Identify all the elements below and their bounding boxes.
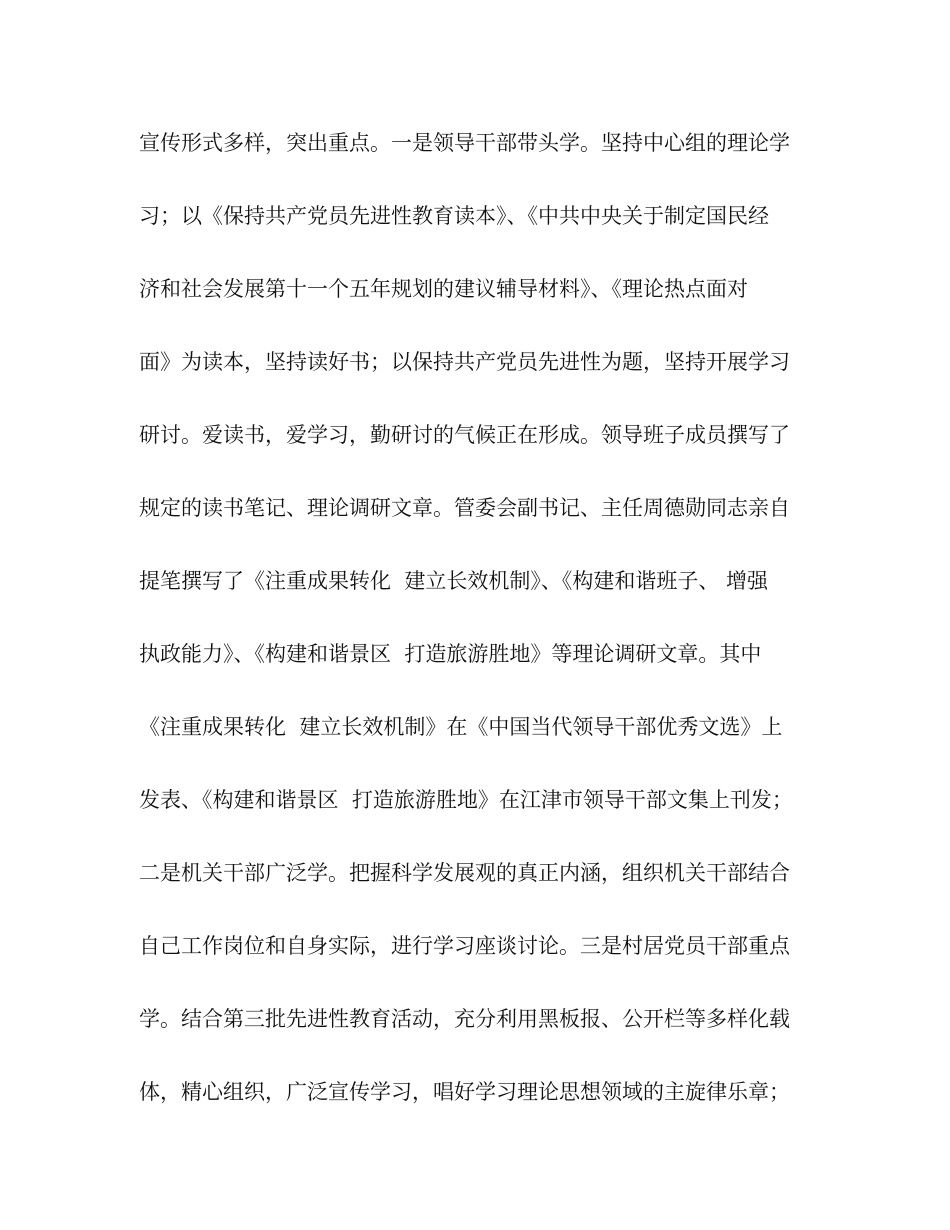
- text-line: 规定的读书笔记、理论调研文章。管委会副书记、主任周德勋同志亲自: [139, 496, 790, 520]
- text-line: 济和社会发展第十一个五年规划的建议辅导材料》、《理论热点面对: [139, 277, 748, 301]
- text-line: 《注重成果转化 建立长效机制》在《中国当代领导干部优秀文选》上: [139, 715, 783, 739]
- text-line: 习；以《保持共产党员先进性教育读本》、《中共中央关于制定国民经: [139, 204, 769, 228]
- text-line: 二是机关干部广泛学。把握科学发展观的真正内涵，组织机关干部结合: [139, 861, 790, 885]
- text-line: 提笔撰写了《注重成果转化 建立长效机制》、《构建和谐班子、 增强: [139, 569, 769, 593]
- text-line: 面》为读本，坚持读好书；以保持共产党员先进性为题，坚持开展学习: [139, 350, 790, 374]
- text-line: 执政能力》、《构建和谐景区 打造旅游胜地》等理论调研文章。其中: [139, 642, 762, 666]
- text-line: 体，精心组织，广泛宣传学习，唱好学习理论思想领域的主旋律乐章；: [139, 1080, 790, 1104]
- text-line: 宣传形式多样，突出重点。一是领导干部带头学。坚持中心组的理论学: [139, 131, 790, 155]
- text-line: 发表、《构建和谐景区 打造旅游胜地》在江津市领导干部文集上刊发；: [139, 788, 793, 812]
- text-line: 自己工作岗位和自身实际，进行学习座谈讨论。三是村居党员干部重点: [139, 934, 790, 958]
- text-line: 研讨。爱读书，爱学习，勤研讨的气候正在形成。领导班子成员撰写了: [139, 423, 790, 447]
- text-line: 学。结合第三批先进性教育活动，充分利用黑板报、公开栏等多样化载: [139, 1007, 790, 1031]
